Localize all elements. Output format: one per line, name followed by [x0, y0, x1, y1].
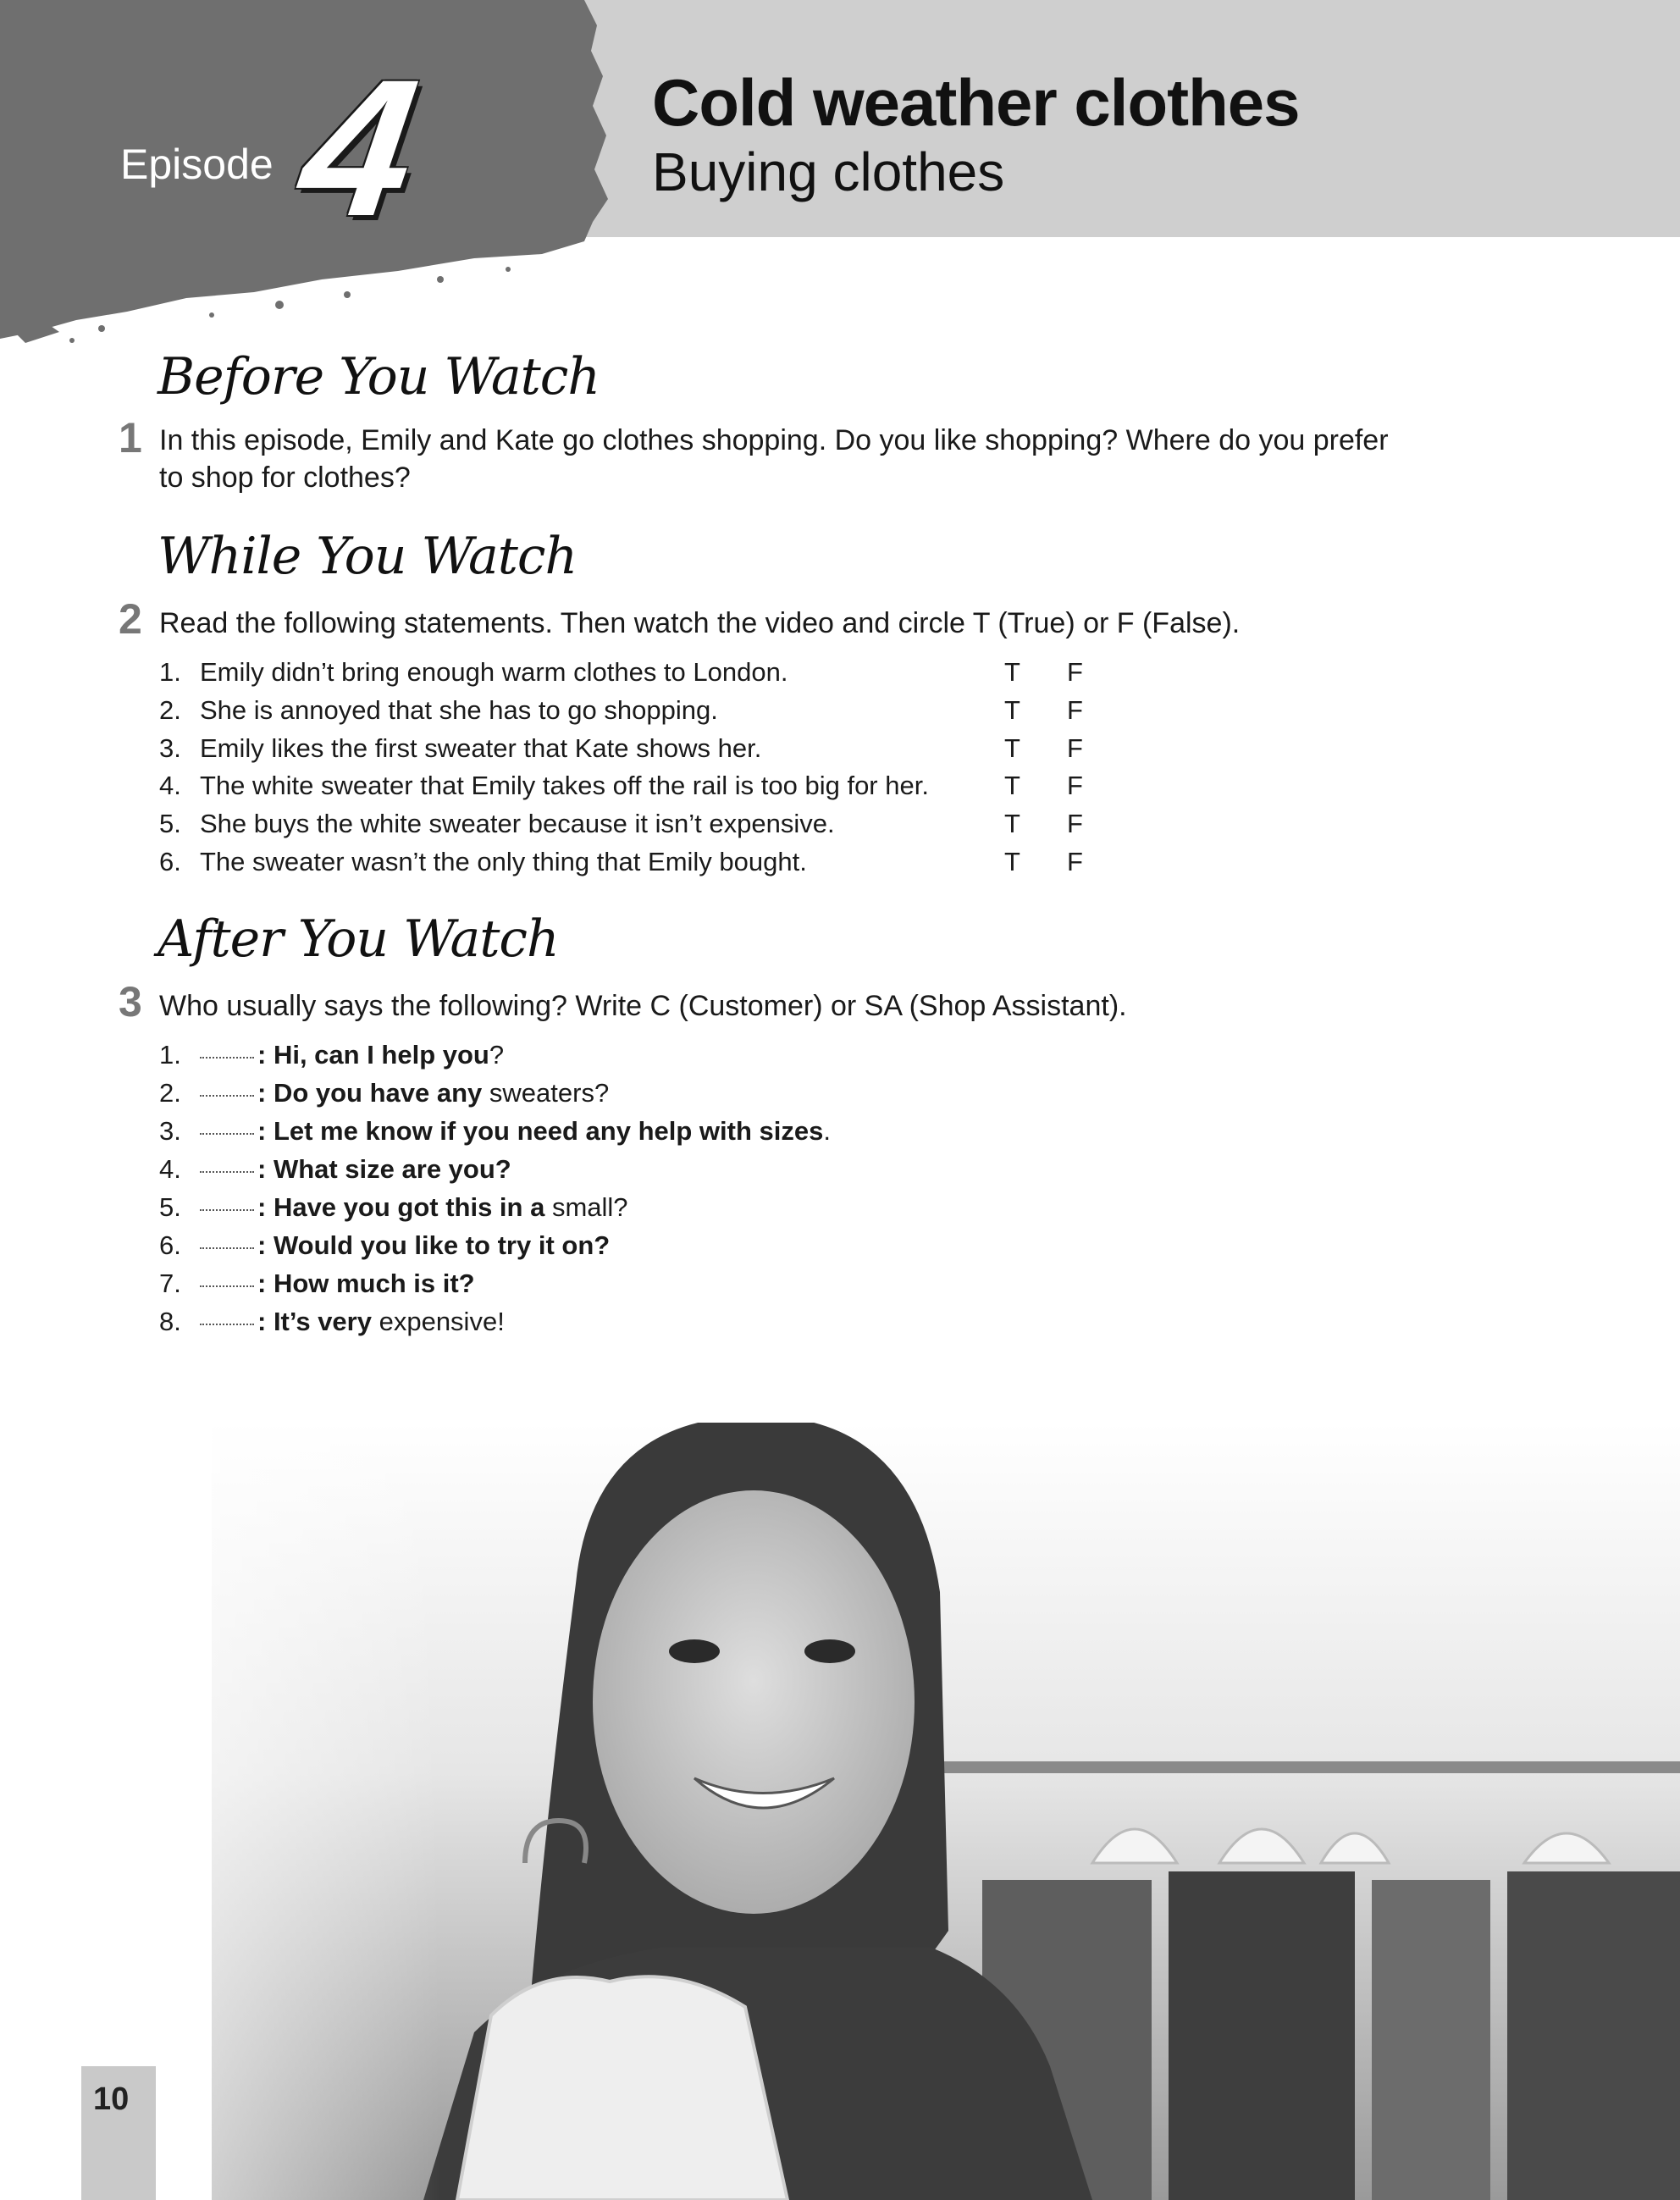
item-number: 1. [159, 657, 181, 687]
item-text: The white sweater that Emily takes off the rail is too big for her. [200, 771, 929, 800]
phrase-rest: ? [489, 1040, 505, 1070]
answer-blank[interactable] [200, 1057, 254, 1059]
item-number: 4. [159, 1154, 181, 1184]
phrase-item: 2. : Do you have any sweaters? [159, 1078, 610, 1108]
phrase-rest: small? [544, 1192, 628, 1222]
true-option[interactable]: T [1004, 657, 1020, 687]
exercise-2-instruction: Read the following statements. Then watch the video and circle T (True) or F (False). [159, 607, 1241, 639]
false-option[interactable]: F [1067, 733, 1083, 763]
phrase-rest: . [823, 1116, 831, 1146]
tf-item [159, 771, 929, 801]
phrase-item: 6. : Would you like to try it on? [159, 1230, 611, 1260]
phrase-item: 4. : What size are you? [159, 1154, 511, 1184]
answer-blank[interactable] [200, 1171, 254, 1173]
true-option[interactable]: T [1004, 771, 1020, 800]
phrase-bold: Do you have any [273, 1078, 483, 1108]
exercise-number-1: 1 [119, 414, 142, 462]
before-you-watch-heading: Before You Watch [158, 347, 600, 406]
exercise-1-instruction: In this episode, Emily and Kate go clothes shopping. Do you like shopping? Where do you prefer to shop for clothes? [159, 424, 1389, 494]
answer-blank[interactable] [200, 1285, 254, 1287]
item-number: 2. [159, 695, 181, 725]
phrase-rest: sweaters? [482, 1078, 610, 1108]
tf-item [159, 847, 807, 877]
item-number: 3. [159, 1116, 181, 1146]
item-number: 8. [159, 1307, 181, 1336]
exercise-number-3: 3 [119, 978, 142, 1025]
phrase-item: 7. : How much is it? [159, 1269, 475, 1298]
phrase-item: 1. : Hi, can I help you? [159, 1040, 505, 1070]
phrase-bold: Have you got this in a [273, 1192, 545, 1222]
item-number: 1. [159, 1040, 181, 1070]
exercise-3-instruction: Who usually says the following? Write C (Customer) or SA (Shop Assistant). [159, 990, 1127, 1022]
phrase-bold: What size are you? [273, 1154, 511, 1184]
answer-blank[interactable] [200, 1209, 254, 1211]
item-text: Emily likes the first sweater that Kate shows her. [200, 733, 762, 763]
false-option[interactable]: F [1067, 771, 1083, 800]
item-text: Emily didn’t bring enough warm clothes to London. [200, 657, 788, 687]
page-title: Cold weather clothes [652, 65, 1300, 140]
item-number: 7. [159, 1269, 181, 1298]
false-option[interactable]: F [1067, 695, 1083, 725]
phrase-bold: Hi, can I help you [273, 1040, 489, 1070]
page-number: 10 [93, 2081, 130, 2117]
true-option[interactable]: T [1004, 809, 1020, 838]
item-number: 2. [159, 1078, 181, 1108]
false-option[interactable]: F [1067, 809, 1083, 838]
phrase-bold: Would you like to try it on? [273, 1230, 611, 1260]
answer-blank[interactable] [200, 1324, 254, 1325]
item-number: 4. [159, 771, 181, 800]
shopping-photo [0, 1423, 1680, 2200]
item-number: 6. [159, 847, 181, 876]
episode-label: Episode [120, 141, 274, 188]
item-number: 3. [159, 733, 181, 763]
answer-blank[interactable] [200, 1133, 254, 1135]
item-number: 5. [159, 809, 181, 838]
phrase-item: 3. : Let me know if you need any help with sizes. [159, 1116, 831, 1146]
tf-item [159, 695, 718, 726]
tf-item [159, 733, 761, 764]
true-option[interactable]: T [1004, 847, 1020, 876]
phrase-rest: expensive! [371, 1307, 505, 1336]
item-number: 6. [159, 1230, 181, 1260]
true-option[interactable]: T [1004, 695, 1020, 725]
episode-number: 4 [290, 39, 429, 257]
false-option[interactable]: F [1067, 657, 1083, 687]
item-text: She buys the white sweater because it isn’t expensive. [200, 809, 835, 838]
page-subtitle: Buying clothes [652, 141, 1005, 202]
true-option[interactable]: T [1004, 733, 1020, 763]
while-you-watch-heading: While You Watch [158, 527, 578, 586]
phrase-bold: It’s very [273, 1307, 372, 1336]
item-number: 5. [159, 1192, 181, 1222]
phrase-bold: How much is it? [273, 1269, 475, 1298]
answer-blank[interactable] [200, 1247, 254, 1249]
false-option[interactable]: F [1067, 847, 1083, 876]
tf-item [159, 809, 835, 839]
answer-blank[interactable] [200, 1095, 254, 1097]
phrase-item: 8. : It’s very expensive! [159, 1307, 505, 1336]
phrase-bold: Let me know if you need any help with sizes [273, 1116, 824, 1146]
item-text: The sweater wasn’t the only thing that Emily bought. [200, 847, 807, 876]
phrase-item: 5. : Have you got this in a small? [159, 1192, 628, 1222]
after-you-watch-heading: After You Watch [158, 909, 559, 969]
item-text: She is annoyed that she has to go shopping. [200, 695, 718, 725]
exercise-number-2: 2 [119, 595, 142, 643]
tf-item [159, 657, 788, 688]
